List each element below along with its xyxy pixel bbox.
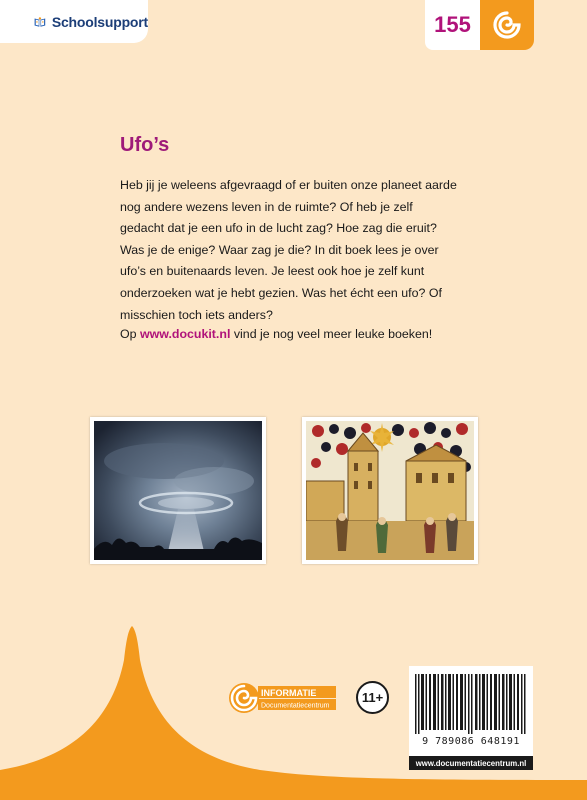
series-number: 155	[425, 0, 480, 50]
info-sub: Documentatiecentrum	[261, 702, 330, 710]
barcode-bars	[415, 674, 527, 734]
informatie-badge	[228, 680, 338, 716]
barcode	[409, 666, 533, 756]
website-link[interactable]: www.docukit.nl	[139, 327, 231, 341]
blurb-text: Heb jij je weleens afgevraagd of er buiten onze planeet aarde nog andere wezens leven in de ruimte? Of heb je zelf gedacht dat je een ufo in de lucht zag? Hoe zag die eruit? Was je de enige? Waar zag je die? In dit boek lees je over ufo’s en buitenaards leven. Je leest ook hoe je zelf kunt onderzoeken wat je hebt gezien. Was het écht een ufo? Of misschien toch iets anders?	[120, 178, 457, 322]
photo-historic-print	[302, 417, 478, 564]
logo-text: Schoolsupport	[51, 13, 148, 30]
age-badge: 11+	[356, 681, 389, 714]
open-book-icon	[34, 13, 46, 31]
website-prefix: Op	[120, 327, 140, 341]
website-suffix: vind je nog veel meer leuke boeken!	[230, 327, 433, 341]
series-number-badge	[425, 0, 534, 50]
photo-ufo-sky	[90, 417, 266, 564]
swirl-icon	[492, 10, 522, 40]
book-title: Ufo’s	[120, 134, 170, 156]
schoolsupport-logo[interactable]	[0, 0, 148, 43]
series-logo	[480, 0, 534, 50]
info-label: INFORMATIE	[261, 688, 317, 698]
publisher-url[interactable]: www.documentatiecentrum.nl	[409, 756, 533, 770]
isbn-number: 9 789086 648191	[422, 736, 520, 747]
website-line	[120, 327, 432, 341]
